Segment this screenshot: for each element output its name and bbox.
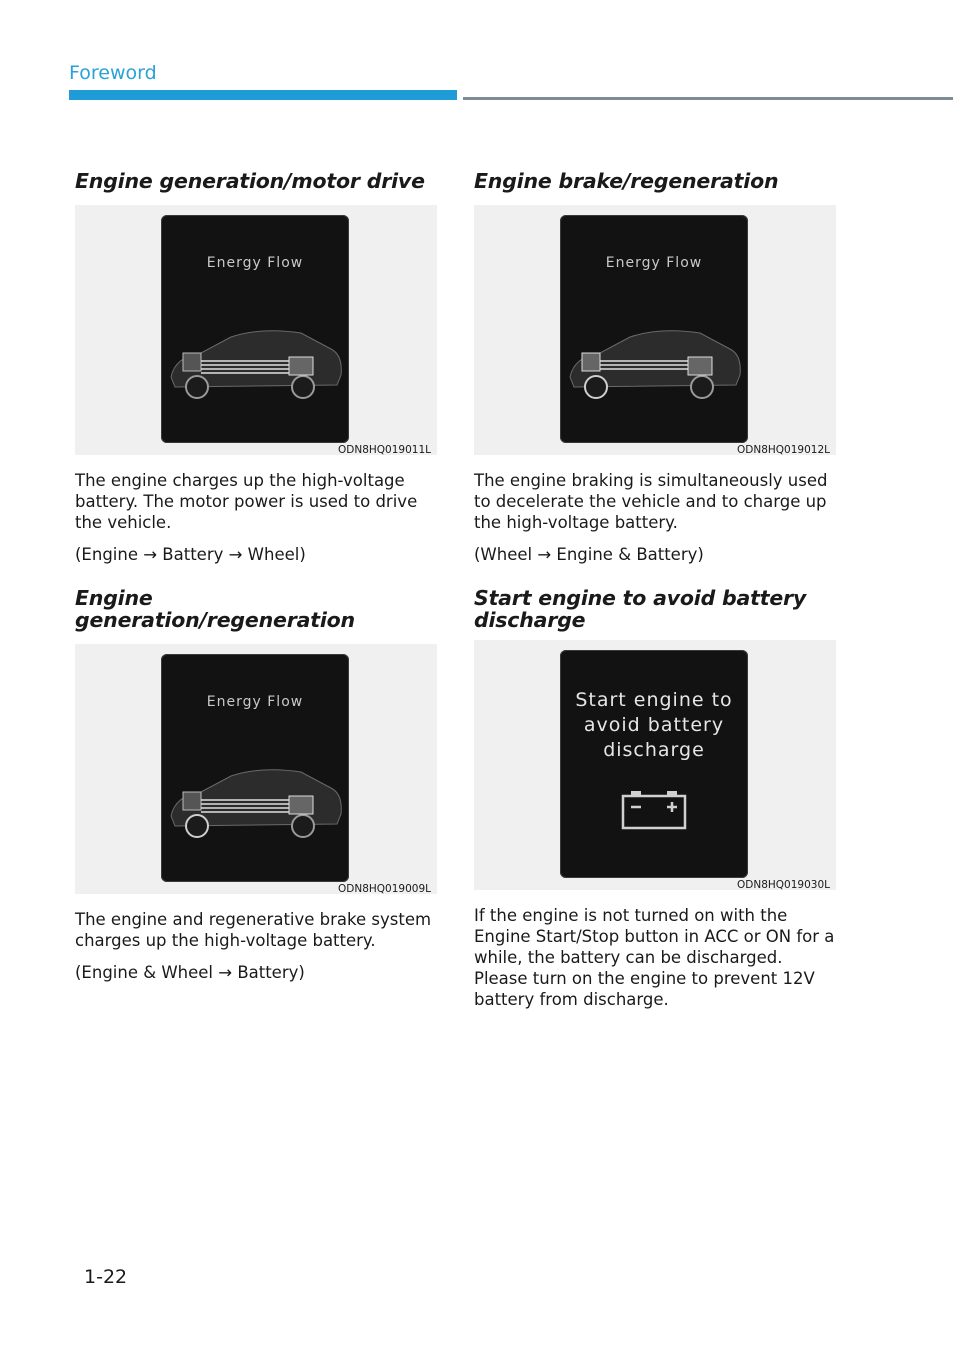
- cluster-screen: [161, 654, 349, 882]
- cluster-image: [75, 644, 437, 894]
- cluster-image: [474, 640, 836, 890]
- screen-title: Energy Flow: [605, 255, 703, 271]
- body-text: The engine and regenerative brake system charges up the high-voltage battery.: [75, 910, 432, 950]
- section-heading: Engine brake/regeneration: [474, 169, 779, 193]
- cluster-image: [75, 205, 437, 455]
- screen-title: Energy Flow: [206, 694, 304, 710]
- section-heading: Engine generation/regeneration: [75, 586, 355, 632]
- body-text: The engine braking is simultaneously used to decelerate the vehicle and to charge up the high-voltage battery.: [474, 471, 828, 532]
- car-energy-flow-graphic: [161, 315, 349, 415]
- section-title: Foreword: [69, 62, 157, 84]
- cluster-image: [474, 205, 836, 455]
- section-heading: Start engine to avoid battery discharge: [474, 586, 807, 632]
- body-text: If the engine is not turned on with the Engine Start/Stop button in ACC or ON for a while, the battery can be discharged. Please turn on the engine to prevent 12V battery from discharge.: [474, 906, 835, 1009]
- battery-icon: [621, 790, 687, 830]
- flow-text: (Engine & Wheel → Battery): [75, 963, 305, 982]
- flow-text: (Wheel → Engine & Battery): [474, 545, 704, 564]
- cluster-screen: [560, 650, 748, 878]
- image-code: ODN8HQ019012L: [737, 444, 830, 456]
- header-accent-bar: [69, 90, 457, 100]
- section-heading: Engine generation/motor drive: [75, 169, 425, 193]
- body-text: The engine charges up the high-voltage battery. The motor power is used to drive the vehicle.: [75, 471, 418, 532]
- cluster-screen: [560, 215, 748, 443]
- screen-message: Start engine to avoid battery discharge: [575, 689, 733, 761]
- header-rule: [463, 97, 953, 100]
- cluster-screen: [161, 215, 349, 443]
- flow-text: (Engine → Battery → Wheel): [75, 545, 306, 564]
- page-number: 1-22: [84, 1266, 128, 1288]
- image-code: ODN8HQ019011L: [338, 444, 431, 456]
- image-code: ODN8HQ019030L: [737, 879, 830, 891]
- left-column: [75, 170, 437, 983]
- car-energy-flow-graphic: [161, 754, 349, 854]
- right-column: [474, 170, 836, 1010]
- car-energy-flow-graphic: [560, 315, 748, 415]
- screen-title: Energy Flow: [206, 255, 304, 271]
- image-code: ODN8HQ019009L: [338, 883, 431, 895]
